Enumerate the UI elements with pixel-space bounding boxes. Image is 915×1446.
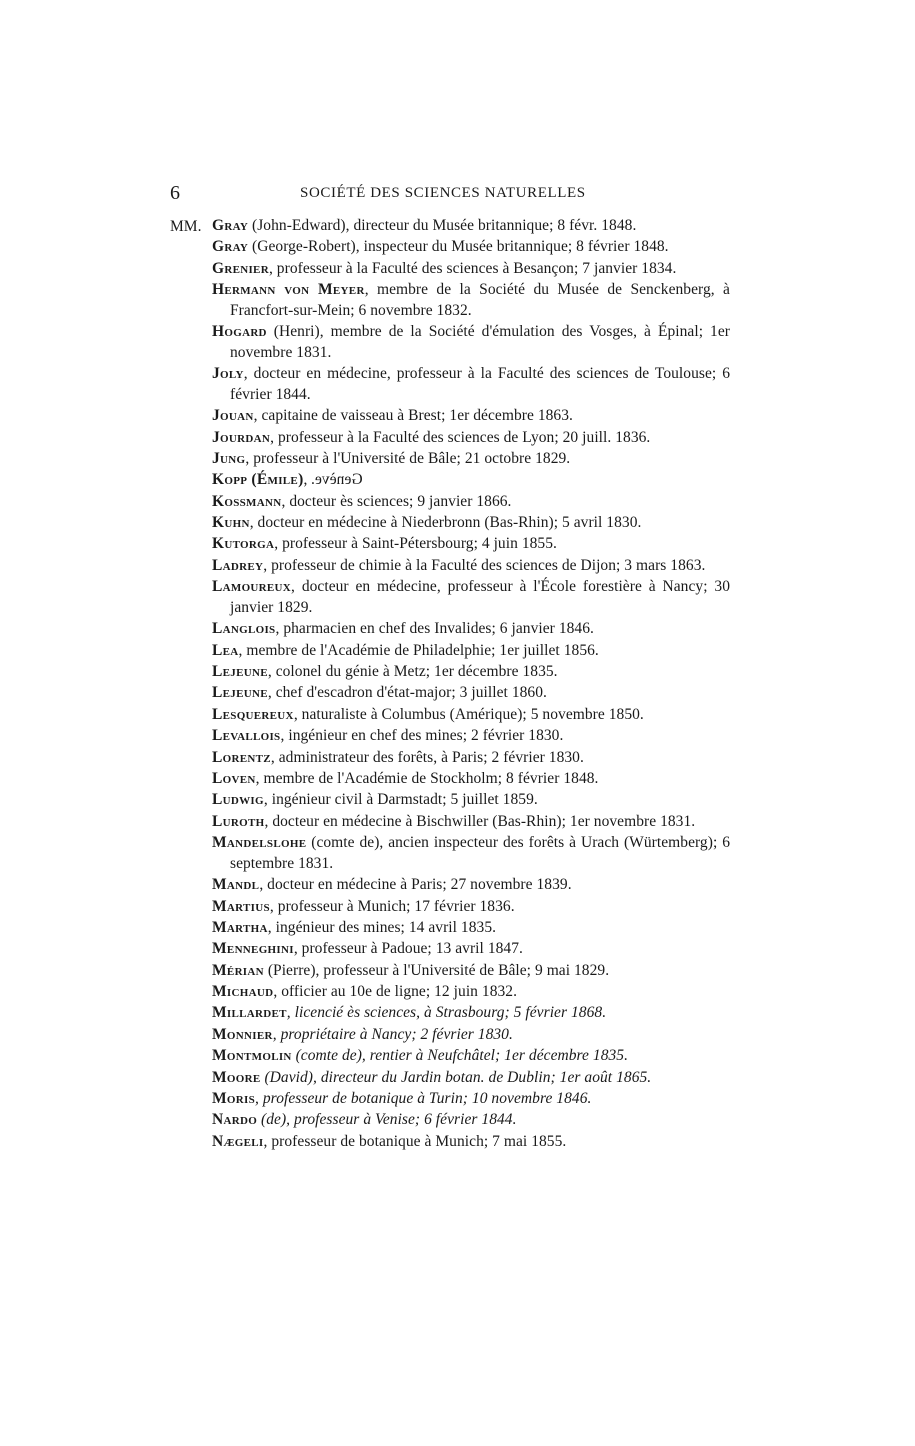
member-name: Joly bbox=[212, 365, 244, 383]
member-name: Nægeli bbox=[212, 1132, 264, 1150]
member-name: Millardet bbox=[212, 1004, 287, 1022]
member-description: , professeur à Padoue; 13 avril 1847. bbox=[293, 940, 523, 958]
member-entry bbox=[212, 961, 730, 982]
member-entry bbox=[212, 726, 730, 747]
member-description: (Pierre), professeur à l'Université de Bâle; 9 mai 1829. bbox=[263, 961, 610, 979]
member-name: Hermann von Meyer bbox=[212, 281, 365, 299]
member-description: , chef d'escadron d'état-major; 3 juillet 1860. bbox=[267, 684, 547, 702]
member-entry bbox=[212, 470, 730, 491]
member-description: (de), professeur à Venise; 6 février 1844. bbox=[257, 1111, 517, 1129]
member-entry bbox=[212, 492, 730, 513]
member-name: Menneghini bbox=[212, 940, 294, 958]
member-name: Jouan bbox=[212, 407, 254, 425]
member-entry bbox=[212, 280, 730, 321]
member-name: Kutorga bbox=[212, 535, 275, 553]
member-description: , officier au 10e de ligne; 12 juin 1832. bbox=[273, 983, 518, 1001]
member-entry bbox=[212, 322, 730, 363]
member-name: Kossmann bbox=[212, 492, 282, 510]
member-entry bbox=[212, 577, 730, 618]
member-description: , professeur de botanique à Turin; 10 novembre 1846. bbox=[255, 1090, 592, 1108]
member-description: , docteur en médecine, professeur à l'École forestière à Nancy; 30 janvier 1829. bbox=[230, 578, 730, 616]
member-entry bbox=[212, 939, 730, 960]
member-name: Moris bbox=[212, 1090, 256, 1108]
member-name: Michaud bbox=[212, 983, 274, 1001]
member-entry bbox=[212, 1046, 730, 1067]
member-name: Lorentz bbox=[212, 748, 271, 766]
member-entry bbox=[212, 790, 730, 811]
member-description: , membre de la Société du Musée de Senckenberg, à Francfort-sur-Mein; 6 novembre 1832. bbox=[230, 281, 730, 319]
member-description: , professeur de botanique à Munich; 7 mai 1855. bbox=[263, 1132, 567, 1150]
member-name: Kuhn bbox=[212, 514, 250, 532]
member-entry bbox=[212, 1003, 730, 1024]
member-entry bbox=[212, 1068, 730, 1089]
member-description: , docteur ès sciences; 9 janvier 1866. bbox=[281, 492, 512, 510]
member-description: (comte de), ancien inspecteur des forêts à Urach (Würtemberg); 6 septembre 1831. bbox=[230, 834, 730, 872]
member-entry bbox=[212, 812, 730, 833]
member-entry bbox=[212, 641, 730, 662]
member-description: , membre de l'Académie de Philadelphie; 1er juillet 1856. bbox=[238, 641, 599, 659]
member-description: , ingénieur civil à Darmstadt; 5 juillet 1859. bbox=[263, 791, 538, 809]
member-name: Nardo bbox=[212, 1111, 258, 1129]
member-entry bbox=[212, 259, 730, 280]
member-description: , docteur en médecine, professeur à la Faculté des sciences de Toulouse; 6 février 1844. bbox=[230, 365, 730, 403]
member-entry bbox=[212, 428, 730, 449]
member-entry bbox=[212, 705, 730, 726]
member-description: , administrateur des forêts, à Paris; 2 février 1830. bbox=[270, 748, 584, 766]
member-description: , bbox=[303, 471, 312, 489]
member-entry bbox=[212, 216, 730, 237]
member-description: , professeur à l'Université de Bâle; 21 octobre 1829. bbox=[245, 449, 571, 467]
member-description: , professeur à la Faculté des sciences à Besançon; 7 janvier 1834. bbox=[268, 259, 677, 277]
member-description: , membre de l'Académie de Stockholm; 8 février 1848. bbox=[255, 769, 599, 787]
member-name: Gray bbox=[212, 217, 249, 234]
member-name: Monnier bbox=[212, 1025, 273, 1043]
member-entry bbox=[212, 449, 730, 470]
member-name: Langlois bbox=[212, 620, 276, 638]
member-name: Mandelslohe bbox=[212, 834, 307, 852]
member-name: Lejeune bbox=[212, 684, 268, 702]
member-name: Moore bbox=[212, 1068, 261, 1086]
member-entry bbox=[212, 918, 730, 939]
member-entry bbox=[212, 875, 730, 896]
member-name: Lea bbox=[212, 641, 239, 659]
member-description: , docteur en médecine à Paris; 27 novembre 1839. bbox=[259, 876, 572, 894]
member-entry bbox=[212, 237, 730, 258]
member-entry bbox=[212, 619, 730, 640]
member-name: Jourdan bbox=[212, 428, 271, 446]
member-name: Levallois bbox=[212, 727, 281, 745]
member-name: Lesquereux bbox=[212, 705, 294, 723]
member-entry bbox=[212, 1110, 730, 1131]
member-name: Lamoureux bbox=[212, 578, 292, 596]
member-description: (George-Robert), inspecteur du Musée britannique; 8 février 1848. bbox=[248, 238, 669, 256]
member-description: , docteur en médecine à Bischwiller (Bas-Rhin); 1er novembre 1831. bbox=[264, 812, 696, 830]
mirrored-text: Genève. bbox=[311, 471, 363, 489]
member-entry bbox=[212, 1089, 730, 1110]
member-entry bbox=[212, 556, 730, 577]
member-name: Martha bbox=[212, 918, 268, 936]
member-entry bbox=[212, 513, 730, 534]
member-description: , professeur à Saint-Pétersbourg; 4 juin 1855. bbox=[274, 535, 557, 553]
member-name: Loven bbox=[212, 769, 256, 787]
member-name: Ladrey bbox=[212, 556, 264, 574]
member-name: Montmolin bbox=[212, 1047, 292, 1065]
member-name: Jung bbox=[212, 449, 246, 467]
member-description: , docteur en médecine à Niederbronn (Bas-Rhin); 5 avril 1830. bbox=[249, 514, 642, 532]
member-name: Mandl bbox=[212, 876, 260, 894]
member-description: , professeur de chimie à la Faculté des sciences de Dijon; 3 mars 1863. bbox=[263, 556, 706, 574]
member-list bbox=[170, 216, 730, 1153]
member-description: (John-Edward), directeur du Musée britannique; 8 févr. 1848. bbox=[248, 217, 637, 234]
member-description: , licencié ès sciences, à Strasbourg; 5 février 1868. bbox=[286, 1004, 607, 1022]
member-name: Martius bbox=[212, 897, 270, 915]
member-entry bbox=[212, 683, 730, 704]
member-name: Mérian bbox=[212, 961, 264, 979]
member-name: Hogard bbox=[212, 323, 267, 341]
member-description: , pharmacien en chef des Invalides; 6 janvier 1846. bbox=[275, 620, 594, 638]
member-name: Gray bbox=[212, 238, 249, 256]
member-entry bbox=[212, 364, 730, 405]
member-description: , ingénieur en chef des mines; 2 février 1830. bbox=[280, 727, 564, 745]
member-name: Luroth bbox=[212, 812, 265, 830]
member-description: , ingénieur des mines; 14 avril 1835. bbox=[267, 918, 497, 936]
member-entry bbox=[212, 769, 730, 790]
member-description: , naturaliste à Columbus (Amérique); 5 novembre 1850. bbox=[293, 705, 644, 723]
page-header bbox=[170, 182, 730, 206]
member-description: , professeur à Munich; 17 février 1836. bbox=[269, 897, 515, 915]
member-name: Ludwig bbox=[212, 791, 264, 809]
member-entry bbox=[212, 1132, 730, 1153]
list-prefix: MM. bbox=[170, 218, 202, 235]
running-title: SOCIÉTÉ DES SCIENCES NATURELLES bbox=[300, 185, 586, 201]
member-description: (comte de), rentier à Neufchâtel; 1er décembre 1835. bbox=[291, 1047, 629, 1065]
member-entry bbox=[212, 406, 730, 427]
page-number: 6 bbox=[170, 182, 180, 204]
member-description: , capitaine de vaisseau à Brest; 1er décembre 1863. bbox=[253, 407, 573, 425]
member-name: Lejeune bbox=[212, 663, 268, 681]
member-entry bbox=[212, 1025, 730, 1046]
member-description: , propriétaire à Nancy; 2 février 1830. bbox=[272, 1025, 513, 1043]
member-entry bbox=[212, 833, 730, 874]
member-description: (David), directeur du Jardin botan. de Dublin; 1er août 1865. bbox=[260, 1068, 652, 1086]
member-entry bbox=[212, 534, 730, 555]
member-description: , professeur à la Faculté des sciences de Lyon; 20 juill. 1836. bbox=[270, 428, 651, 446]
member-description: , colonel du génie à Metz; 1er décembre 1835. bbox=[267, 663, 558, 681]
member-entry bbox=[212, 748, 730, 769]
member-description: (Henri), membre de la Société d'émulation des Vosges, à Épinal; 1er novembre 1831. bbox=[230, 323, 730, 361]
member-name: Grenier bbox=[212, 259, 269, 277]
member-entry bbox=[212, 982, 730, 1003]
member-entry bbox=[212, 662, 730, 683]
member-name: Kopp (Émile) bbox=[212, 471, 304, 489]
member-entry bbox=[212, 897, 730, 918]
